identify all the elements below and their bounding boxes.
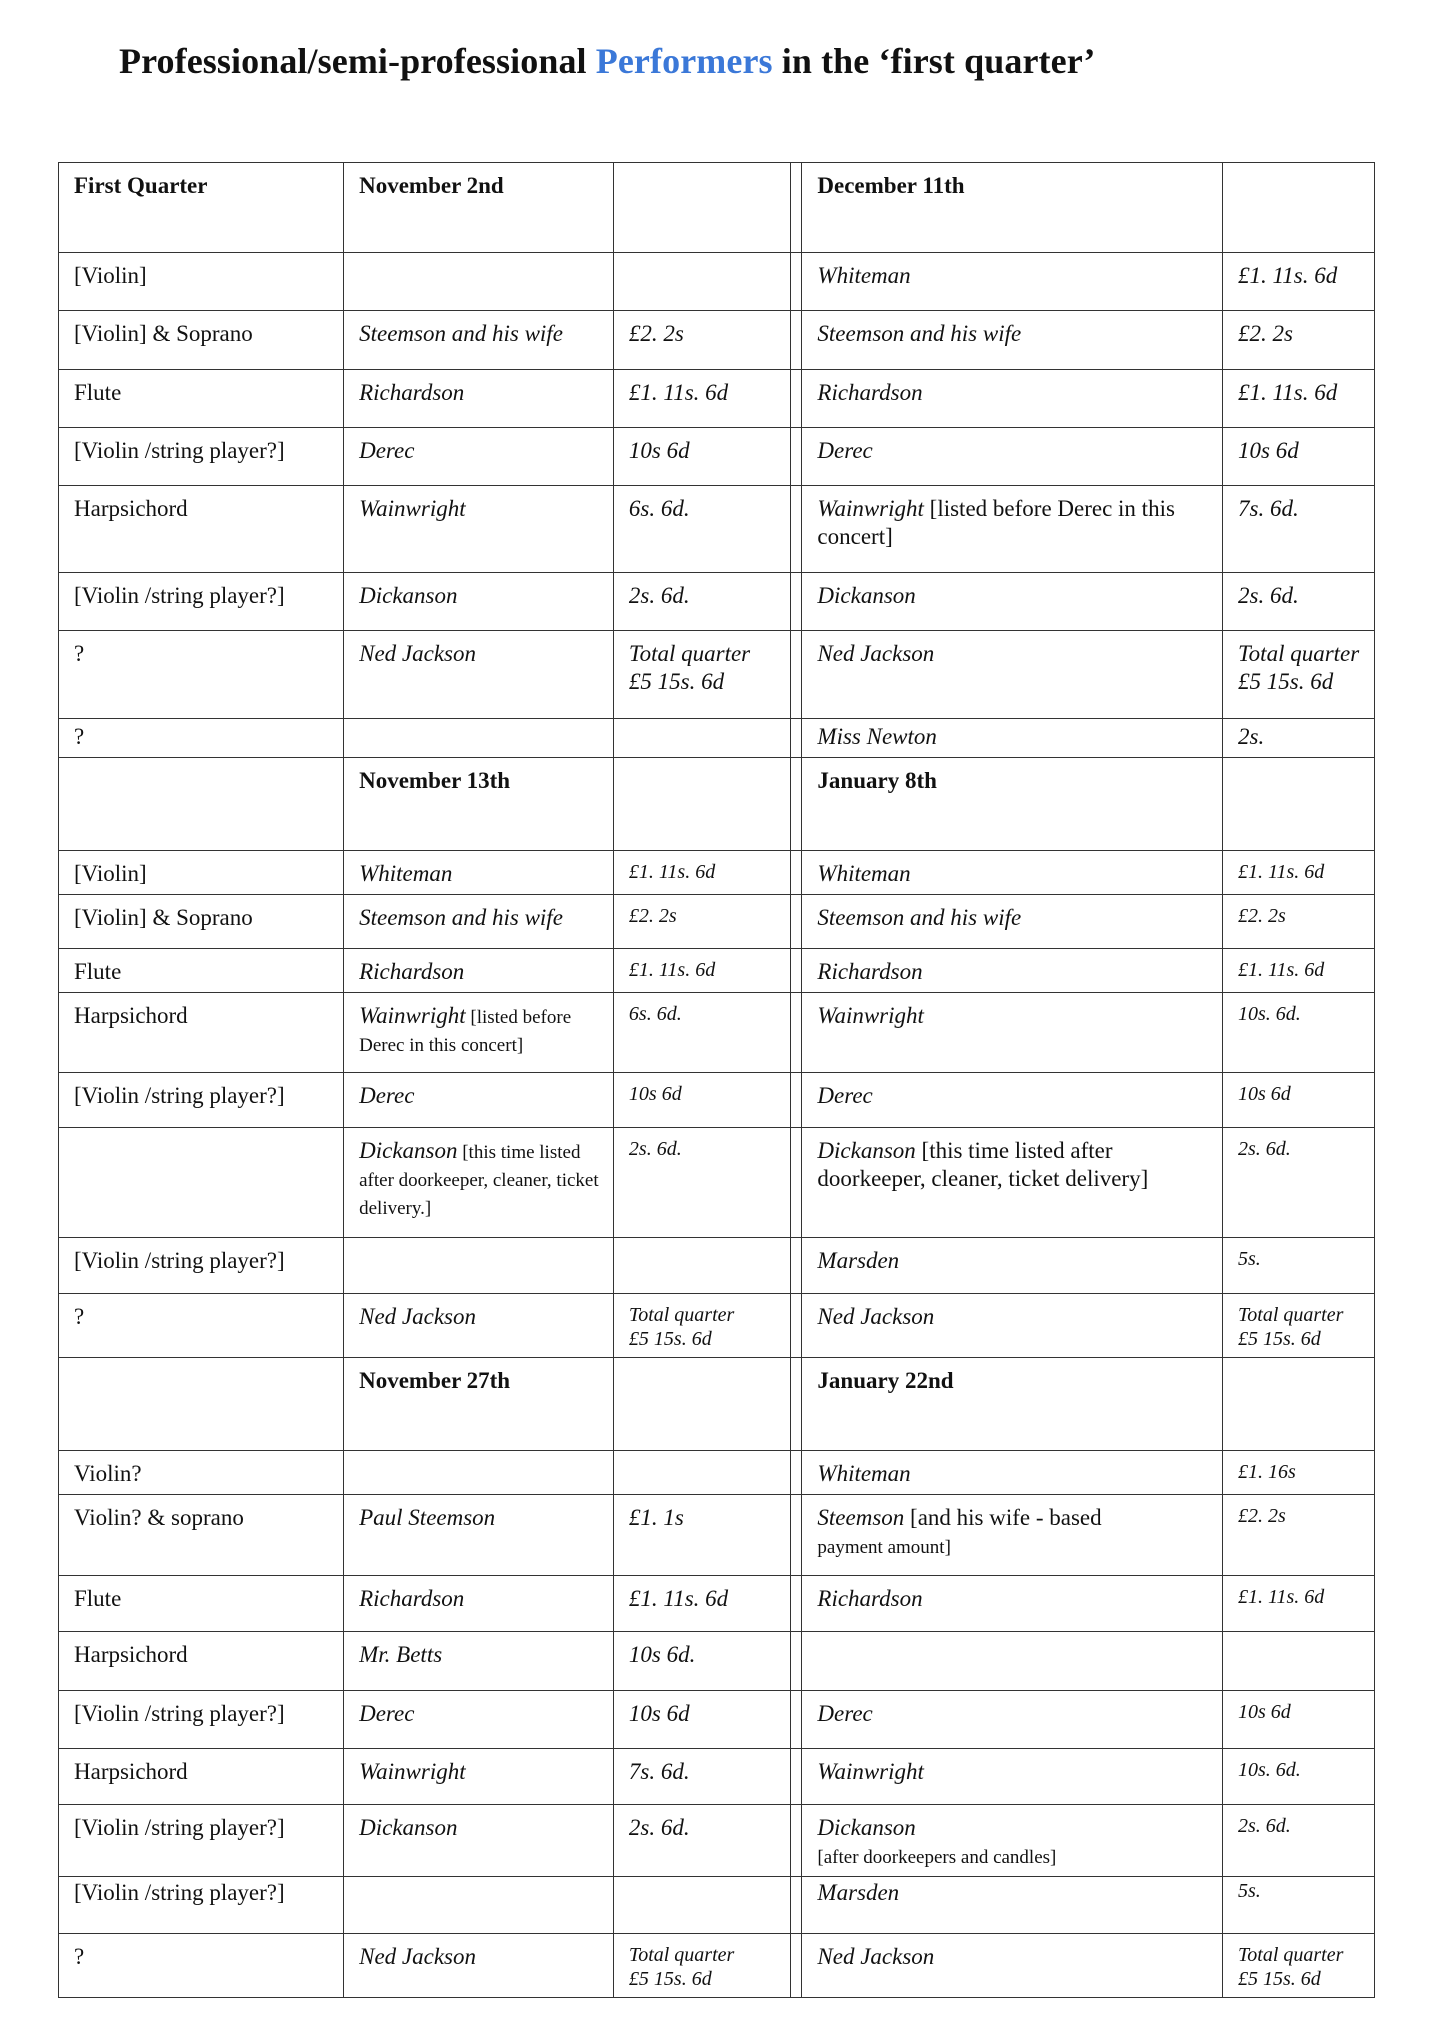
name-cell: Richardson	[802, 949, 1223, 993]
performer-name: Dickanson	[817, 1138, 916, 1163]
table-row	[59, 1632, 1375, 1691]
name-cell: Derec	[344, 1073, 614, 1128]
performer-name: Dickanson	[359, 1138, 458, 1163]
total-cell	[1223, 1294, 1375, 1358]
name-cell: Richardson	[344, 1576, 614, 1632]
gap-cell	[790, 1495, 802, 1576]
name-cell: Richardson	[802, 370, 1223, 428]
name-cell: Derec	[344, 428, 614, 486]
table-row	[59, 573, 1375, 631]
date-heading-nov-13: November 13th	[344, 758, 614, 851]
gap-cell	[790, 370, 802, 428]
amount-cell: £1. 1s	[613, 1495, 790, 1576]
table-row	[59, 1934, 1375, 1998]
gap-cell	[790, 758, 802, 851]
total-value: £5 15s. 6d	[628, 1968, 712, 1990]
gap-cell	[790, 1749, 802, 1805]
total-cell	[1223, 631, 1375, 719]
total-cell	[613, 1294, 790, 1358]
table-row	[59, 1451, 1375, 1495]
table-row	[59, 895, 1375, 949]
name-cell: Wainwright	[344, 1749, 614, 1805]
amount-cell: £2. 2s	[1223, 895, 1375, 949]
gap-cell	[790, 851, 802, 895]
gap-cell	[790, 1691, 802, 1749]
amount-cell: £1. 16s	[1223, 1451, 1375, 1495]
amount-cell: £2. 2s	[613, 311, 790, 370]
table-row	[59, 1238, 1375, 1294]
total-value: £5 15s. 6d	[1238, 1328, 1321, 1350]
role-cell: Harpsichord	[59, 993, 344, 1073]
name-cell: Paul Steemson	[344, 1495, 614, 1576]
amount-cell: £2. 2s	[1223, 1495, 1375, 1576]
gap-cell	[790, 486, 802, 573]
performer-note: [this time listed after doorkeeper, cleaner, ticket delivery]	[817, 1138, 1149, 1191]
date-heading-dec-11: December 11th	[802, 163, 1223, 253]
gap-cell	[790, 1805, 802, 1877]
title-highlight: Performers	[595, 41, 773, 81]
total-label: Total quarter	[1238, 641, 1360, 666]
name-cell: Whiteman	[344, 851, 614, 895]
empty-cell	[613, 1358, 790, 1451]
amount-cell: £1. 11s. 6d	[613, 1576, 790, 1632]
table-row	[59, 631, 1375, 719]
amount-cell: £1. 11s. 6d	[1223, 851, 1375, 895]
name-cell	[802, 1128, 1223, 1238]
name-cell: Steemson and his wife	[344, 895, 614, 949]
empty-cell	[59, 758, 344, 851]
total-cell	[1223, 1934, 1375, 1998]
gap-cell	[790, 253, 802, 311]
total-value: £5 15s. 6d	[1238, 669, 1334, 694]
amount-cell: £1. 11s. 6d	[1223, 370, 1375, 428]
name-cell: Whiteman	[802, 851, 1223, 895]
role-cell: Harpsichord	[59, 486, 344, 573]
gap-cell	[790, 1358, 802, 1451]
date-heading-nov-2: November 2nd	[344, 163, 614, 253]
performer-name: Wainwright	[359, 1003, 466, 1028]
total-label: Total quarter	[1238, 1944, 1344, 1966]
table-row	[59, 1805, 1375, 1877]
name-cell	[802, 1632, 1223, 1691]
amount-cell: 5s.	[1223, 1238, 1375, 1294]
amount-cell: £1. 11s. 6d	[1223, 253, 1375, 311]
name-cell	[802, 486, 1223, 573]
name-cell: Mr. Betts	[344, 1632, 614, 1691]
name-cell	[344, 719, 614, 758]
empty-cell	[1223, 1358, 1375, 1451]
name-cell: Richardson	[344, 949, 614, 993]
role-cell: [Violin /string player?]	[59, 573, 344, 631]
name-cell: Ned Jackson	[344, 1294, 614, 1358]
page-title	[119, 40, 1096, 82]
total-cell	[613, 631, 790, 719]
name-cell: Steemson and his wife	[802, 895, 1223, 949]
name-cell	[344, 993, 614, 1073]
table-header-row	[59, 163, 1375, 253]
gap-cell	[790, 1238, 802, 1294]
table-row	[59, 851, 1375, 895]
role-cell: Flute	[59, 949, 344, 993]
role-cell: [Violin]	[59, 851, 344, 895]
name-cell: Ned Jackson	[344, 631, 614, 719]
amount-cell: 2s. 6d.	[613, 1805, 790, 1877]
date-heading-jan-8: January 8th	[802, 758, 1223, 851]
total-value: £5 15s. 6d	[1238, 1968, 1321, 1990]
gap-cell	[790, 1128, 802, 1238]
performer-note: [listed before Derec in this concert]	[817, 496, 1175, 549]
name-cell: Derec	[802, 1691, 1223, 1749]
gap-cell	[790, 895, 802, 949]
gap-cell	[790, 573, 802, 631]
role-cell: Violin? & soprano	[59, 1495, 344, 1576]
role-cell: [Violin /string player?]	[59, 1238, 344, 1294]
name-cell: Whiteman	[802, 1451, 1223, 1495]
amount-cell: 6s. 6d.	[613, 486, 790, 573]
total-label: Total quarter	[628, 1944, 735, 1966]
amount-cell: £1. 11s. 6d	[1223, 949, 1375, 993]
table-row	[59, 1749, 1375, 1805]
total-value: £5 15s. 6d	[628, 669, 725, 694]
amount-cell: 2s. 6d.	[1223, 573, 1375, 631]
date-heading-jan-22: January 22nd	[802, 1358, 1223, 1451]
name-cell: Miss Newton	[802, 719, 1223, 758]
amount-cell: 10s 6d	[1223, 428, 1375, 486]
gap-cell	[790, 1934, 802, 1998]
empty-cell	[1223, 758, 1375, 851]
role-cell: Harpsichord	[59, 1632, 344, 1691]
name-cell	[802, 1495, 1223, 1576]
name-cell: Dickanson	[344, 1805, 614, 1877]
role-cell: ?	[59, 1294, 344, 1358]
gap-cell	[790, 1632, 802, 1691]
amount-cell: 2s.	[1223, 719, 1375, 758]
performer-note: [and his wife - based	[904, 1505, 1102, 1530]
amount-cell: £1. 11s. 6d	[1223, 1576, 1375, 1632]
gap-cell	[790, 1073, 802, 1128]
name-cell: Ned Jackson	[344, 1934, 614, 1998]
gap-cell	[790, 1877, 802, 1934]
name-cell: Steemson and his wife	[344, 311, 614, 370]
gap-cell	[790, 1451, 802, 1495]
amount-cell: 10s 6d	[613, 428, 790, 486]
role-cell: Harpsichord	[59, 1749, 344, 1805]
table-row	[59, 1294, 1375, 1358]
role-cell: [Violin] & Soprano	[59, 311, 344, 370]
gap-cell	[790, 1294, 802, 1358]
amount-cell: £1. 11s. 6d	[613, 851, 790, 895]
gap-cell	[790, 311, 802, 370]
table-row	[59, 1877, 1375, 1934]
amount-cell: 6s. 6d.	[613, 993, 790, 1073]
empty-cell	[613, 163, 790, 253]
name-cell: Marsden	[802, 1238, 1223, 1294]
amount-cell: 2s. 6d.	[1223, 1805, 1375, 1877]
amount-cell: 10s 6d	[1223, 1691, 1375, 1749]
amount-cell	[613, 719, 790, 758]
date-heading-nov-27: November 27th	[344, 1358, 614, 1451]
amount-cell: £1. 11s. 6d	[613, 370, 790, 428]
gap-cell	[790, 428, 802, 486]
table-row	[59, 486, 1375, 573]
amount-cell: 2s. 6d.	[613, 573, 790, 631]
gap-cell	[790, 993, 802, 1073]
table-row	[59, 1691, 1375, 1749]
amount-cell: 10s. 6d.	[1223, 1749, 1375, 1805]
name-cell: Steemson and his wife	[802, 311, 1223, 370]
name-cell: Wainwright	[802, 993, 1223, 1073]
name-cell	[344, 253, 614, 311]
amount-cell: 2s. 6d.	[1223, 1128, 1375, 1238]
table-row	[59, 719, 1375, 758]
role-cell: [Violin]	[59, 253, 344, 311]
role-cell: [Violin /string player?]	[59, 1805, 344, 1877]
role-cell: ?	[59, 719, 344, 758]
total-label: Total quarter	[1238, 1304, 1344, 1326]
performers-table	[58, 162, 1375, 1998]
amount-cell: £1. 11s. 6d	[613, 949, 790, 993]
quarter-heading: First Quarter	[59, 163, 344, 253]
table-row	[59, 311, 1375, 370]
gap-cell	[790, 719, 802, 758]
table-row	[59, 1495, 1375, 1576]
role-cell: Violin?	[59, 1451, 344, 1495]
performer-name: Steemson	[817, 1505, 905, 1530]
empty-cell	[613, 758, 790, 851]
role-cell: [Violin /string player?]	[59, 428, 344, 486]
table-row	[59, 370, 1375, 428]
name-cell: Dickanson	[344, 573, 614, 631]
performer-note-cont: payment amount]	[817, 1537, 951, 1558]
total-label: Total quarter	[628, 1304, 735, 1326]
role-cell: [Violin] & Soprano	[59, 895, 344, 949]
role-cell: [Violin /string player?]	[59, 1073, 344, 1128]
role-cell: Flute	[59, 1576, 344, 1632]
performer-note: [after doorkeepers and candles]	[817, 1847, 1057, 1868]
performer-note: [this time listed after doorkeeper, cleaner, ticket delivery.]	[359, 1142, 599, 1219]
amount-cell: 10s 6d.	[613, 1632, 790, 1691]
role-cell: ?	[59, 1934, 344, 1998]
name-cell: Derec	[802, 1073, 1223, 1128]
total-value: £5 15s. 6d	[628, 1328, 712, 1350]
amount-cell: 10s 6d	[613, 1691, 790, 1749]
section-header-row	[59, 1358, 1375, 1451]
name-cell	[802, 1805, 1223, 1877]
table-row	[59, 993, 1375, 1073]
amount-cell	[613, 1877, 790, 1934]
total-label: Total quarter	[628, 641, 751, 666]
table-row	[59, 1576, 1375, 1632]
title-part1: Professional/semi-professional	[119, 41, 596, 81]
table-row	[59, 253, 1375, 311]
role-cell: [Violin /string player?]	[59, 1691, 344, 1749]
amount-cell: £2. 2s	[613, 895, 790, 949]
role-cell: ?	[59, 631, 344, 719]
amount-cell	[613, 253, 790, 311]
name-cell: Marsden	[802, 1877, 1223, 1934]
role-cell	[59, 1128, 344, 1238]
role-cell: [Violin /string player?]	[59, 1877, 344, 1934]
name-cell: Dickanson	[802, 573, 1223, 631]
table-row	[59, 428, 1375, 486]
name-cell: Richardson	[344, 370, 614, 428]
table-row	[59, 1128, 1375, 1238]
name-cell: Ned Jackson	[802, 1294, 1223, 1358]
empty-cell	[59, 1358, 344, 1451]
amount-cell: 10s 6d	[613, 1073, 790, 1128]
section-header-row	[59, 758, 1375, 851]
name-cell	[344, 1238, 614, 1294]
name-cell: Ned Jackson	[802, 1934, 1223, 1998]
performer-name: Dickanson	[817, 1815, 916, 1840]
amount-cell	[613, 1451, 790, 1495]
name-cell: Derec	[802, 428, 1223, 486]
gap-cell	[790, 163, 802, 253]
name-cell	[344, 1877, 614, 1934]
name-cell: Wainwright	[344, 486, 614, 573]
amount-cell: 7s. 6d.	[1223, 486, 1375, 573]
amount-cell: 5s.	[1223, 1877, 1375, 1934]
amount-cell: 2s. 6d.	[613, 1128, 790, 1238]
amount-cell: 10s 6d	[1223, 1073, 1375, 1128]
total-cell	[613, 1934, 790, 1998]
role-cell: Flute	[59, 370, 344, 428]
gap-cell	[790, 1576, 802, 1632]
name-cell: Whiteman	[802, 253, 1223, 311]
gap-cell	[790, 631, 802, 719]
amount-cell	[613, 1238, 790, 1294]
name-cell: Richardson	[802, 1576, 1223, 1632]
title-part2: in the ‘first quarter’	[772, 41, 1096, 81]
name-cell: Ned Jackson	[802, 631, 1223, 719]
amount-cell: 10s. 6d.	[1223, 993, 1375, 1073]
performer-note: [listed before Derec in this concert]	[359, 1007, 572, 1056]
amount-cell: £2. 2s	[1223, 311, 1375, 370]
performer-name: Wainwright	[817, 496, 924, 521]
name-cell: Wainwright	[802, 1749, 1223, 1805]
table-row	[59, 949, 1375, 993]
amount-cell: 7s. 6d.	[613, 1749, 790, 1805]
name-cell	[344, 1451, 614, 1495]
table-row	[59, 1073, 1375, 1128]
empty-cell	[1223, 163, 1375, 253]
gap-cell	[790, 949, 802, 993]
name-cell: Derec	[344, 1691, 614, 1749]
amount-cell	[1223, 1632, 1375, 1691]
name-cell	[344, 1128, 614, 1238]
